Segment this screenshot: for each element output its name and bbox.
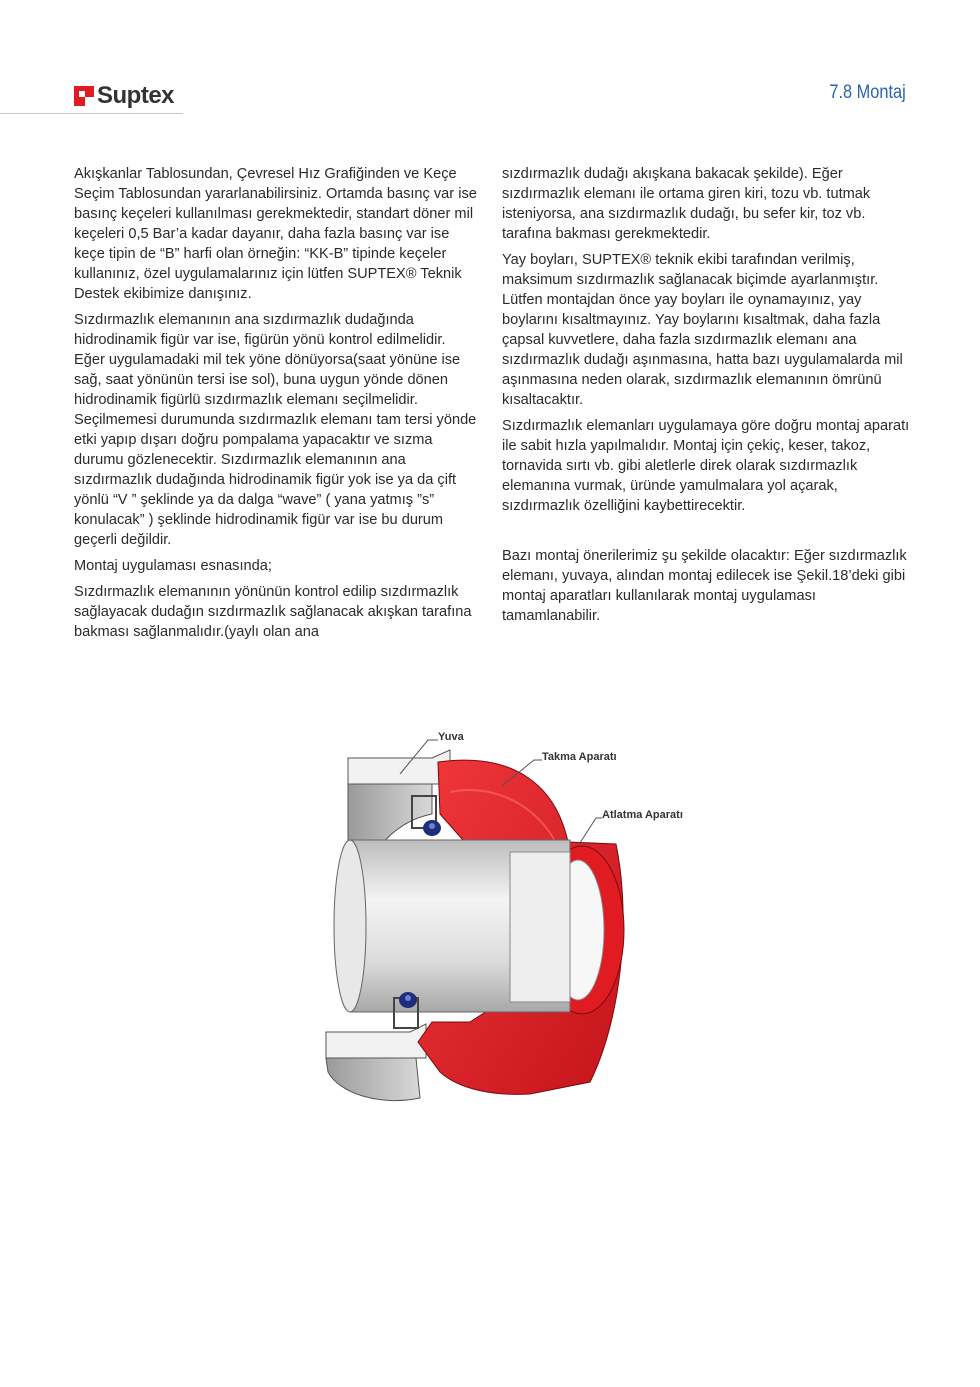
paragraph: Sızdırmazlık elemanları uygulamaya göre doğru montaj aparatı ile sabit hızla yapılmalıdır. Montaj için çekiç, keser, takoz, tornavida sırtı vb. gibi aletlerle direk olarak sızdırmazlık elemanına vurmak, üründe yamulmalara yol açarak, sızdırmazlık özelliğini kaybettirecektir. [502,418,910,514]
brand-name: Suptex [97,82,175,109]
label-skip-tool: Atlatma Aparatı [602,809,683,821]
housing-bottom [326,1024,426,1100]
paragraph: Yay boyları, SUPTEX® teknik ekibi tarafından verilmiş, maksimum sızdırmazlık sağlanacak biçimde ayarlanmıştır. Lütfen montajdan önce yay boyları ile oynamayınız, yay boylarını kısaltmayınız. Yay boylarını kısaltmak, daha fazla çapsal kuvvetlere, daha fazla sızdırmazlık elemanı ana sızdırmazlık dudağı aşınmasına, hatta bazı uygulamalarda mil aşınmasına neden olarak, sızdırmazlık elemanının ömrünü kısaltacaktır. [502,252,903,408]
left-text-column [74,164,478,648]
logo-mark-icon [74,86,94,106]
section-title: 7.8 Montaj [829,82,906,103]
paragraph: Montaj uygulaması esnasında; [74,558,272,574]
label-press-tool: Takma Aparatı [542,751,617,763]
paragraph: Sızdırmazlık elemanının ana sızdırmazlık dudağında hidrodinamik figür var ise, figürün yönü kontrol edilmelidir. Eğer uygulamadaki mil tek yöne dönüyorsa(saat yönüne ise sağ, saat yönünün tersi ise sol), buna uygun yönde dönen hidrodinamik figürlü sızdırmazlık elemanı seçilmelidir. Seçilmemesi durumunda sızdırmazlık elemanı tam tersi yönde etki yapıp dışarı doğru pompalama yapacaktır ve sızma durumu gözlenecektir. Sızdırmazlık elemanının ana sızdırmazlık dudağında hidrodinamik figür yok ise ya da çift yönlü “V ” şeklinde ya da dalga “wave” ( yana yatmış ”s” konulacak” ) şeklinde hidrodinamik figür var ise bu durum geçerli değildir. [74,312,477,548]
paragraph: sızdırmazlık dudağı akışkana bakacak şekilde). Eğer sızdırmazlık elemanı ile ortama giren kiri, tozu vb. tutmak isteniyorsa, ana sızdırmazlık dudağı, bu sefer kir, toz vb. tarafına bakması gerekmektedir. [502,166,871,242]
mounting-figure [320,722,700,1122]
paragraph: Akışkanlar Tablosundan, Çevresel Hız Grafiğinden ve Keçe Seçim Tablosundan yararlanabilirsiniz. Ortamda basınç var ise basınç keçeleri kullanılması gerekmektedir, standart döner mil keçeleri 0,5 Bar’a kadar dayanır, daha fazla basınç var ise keçe tipin de “B” harfi olan örneğin: “KK-B” tipinde keçeler kullanınız, özel uygulamalarınız için lütfen SUPTEX® Teknik Destek ekibimize danışınız. [74,166,477,302]
header-divider [0,113,183,114]
right-text-column [502,164,916,632]
brand-logo [74,84,174,108]
shaft [334,840,570,1012]
mounting-diagram [320,722,700,1122]
label-housing: Yuva [438,731,464,743]
paragraph: Bazı montaj önerilerimiz şu şekilde olacaktır: Eğer sızdırmazlık elemanı, yuvaya, alından montaj edilecek ise Şekil.18’deki gibi montaj aparatları kullanılarak montaj uygulaması tamamlanabilir. [502,548,907,624]
paragraph: Sızdırmazlık elemanının yönünün kontrol edilip sızdırmazlık sağlayacak dudağın sızdırmazlık sağlanacak akışkan tarafına bakması sağlanmalıdır.(yaylı olan ana [74,584,472,640]
